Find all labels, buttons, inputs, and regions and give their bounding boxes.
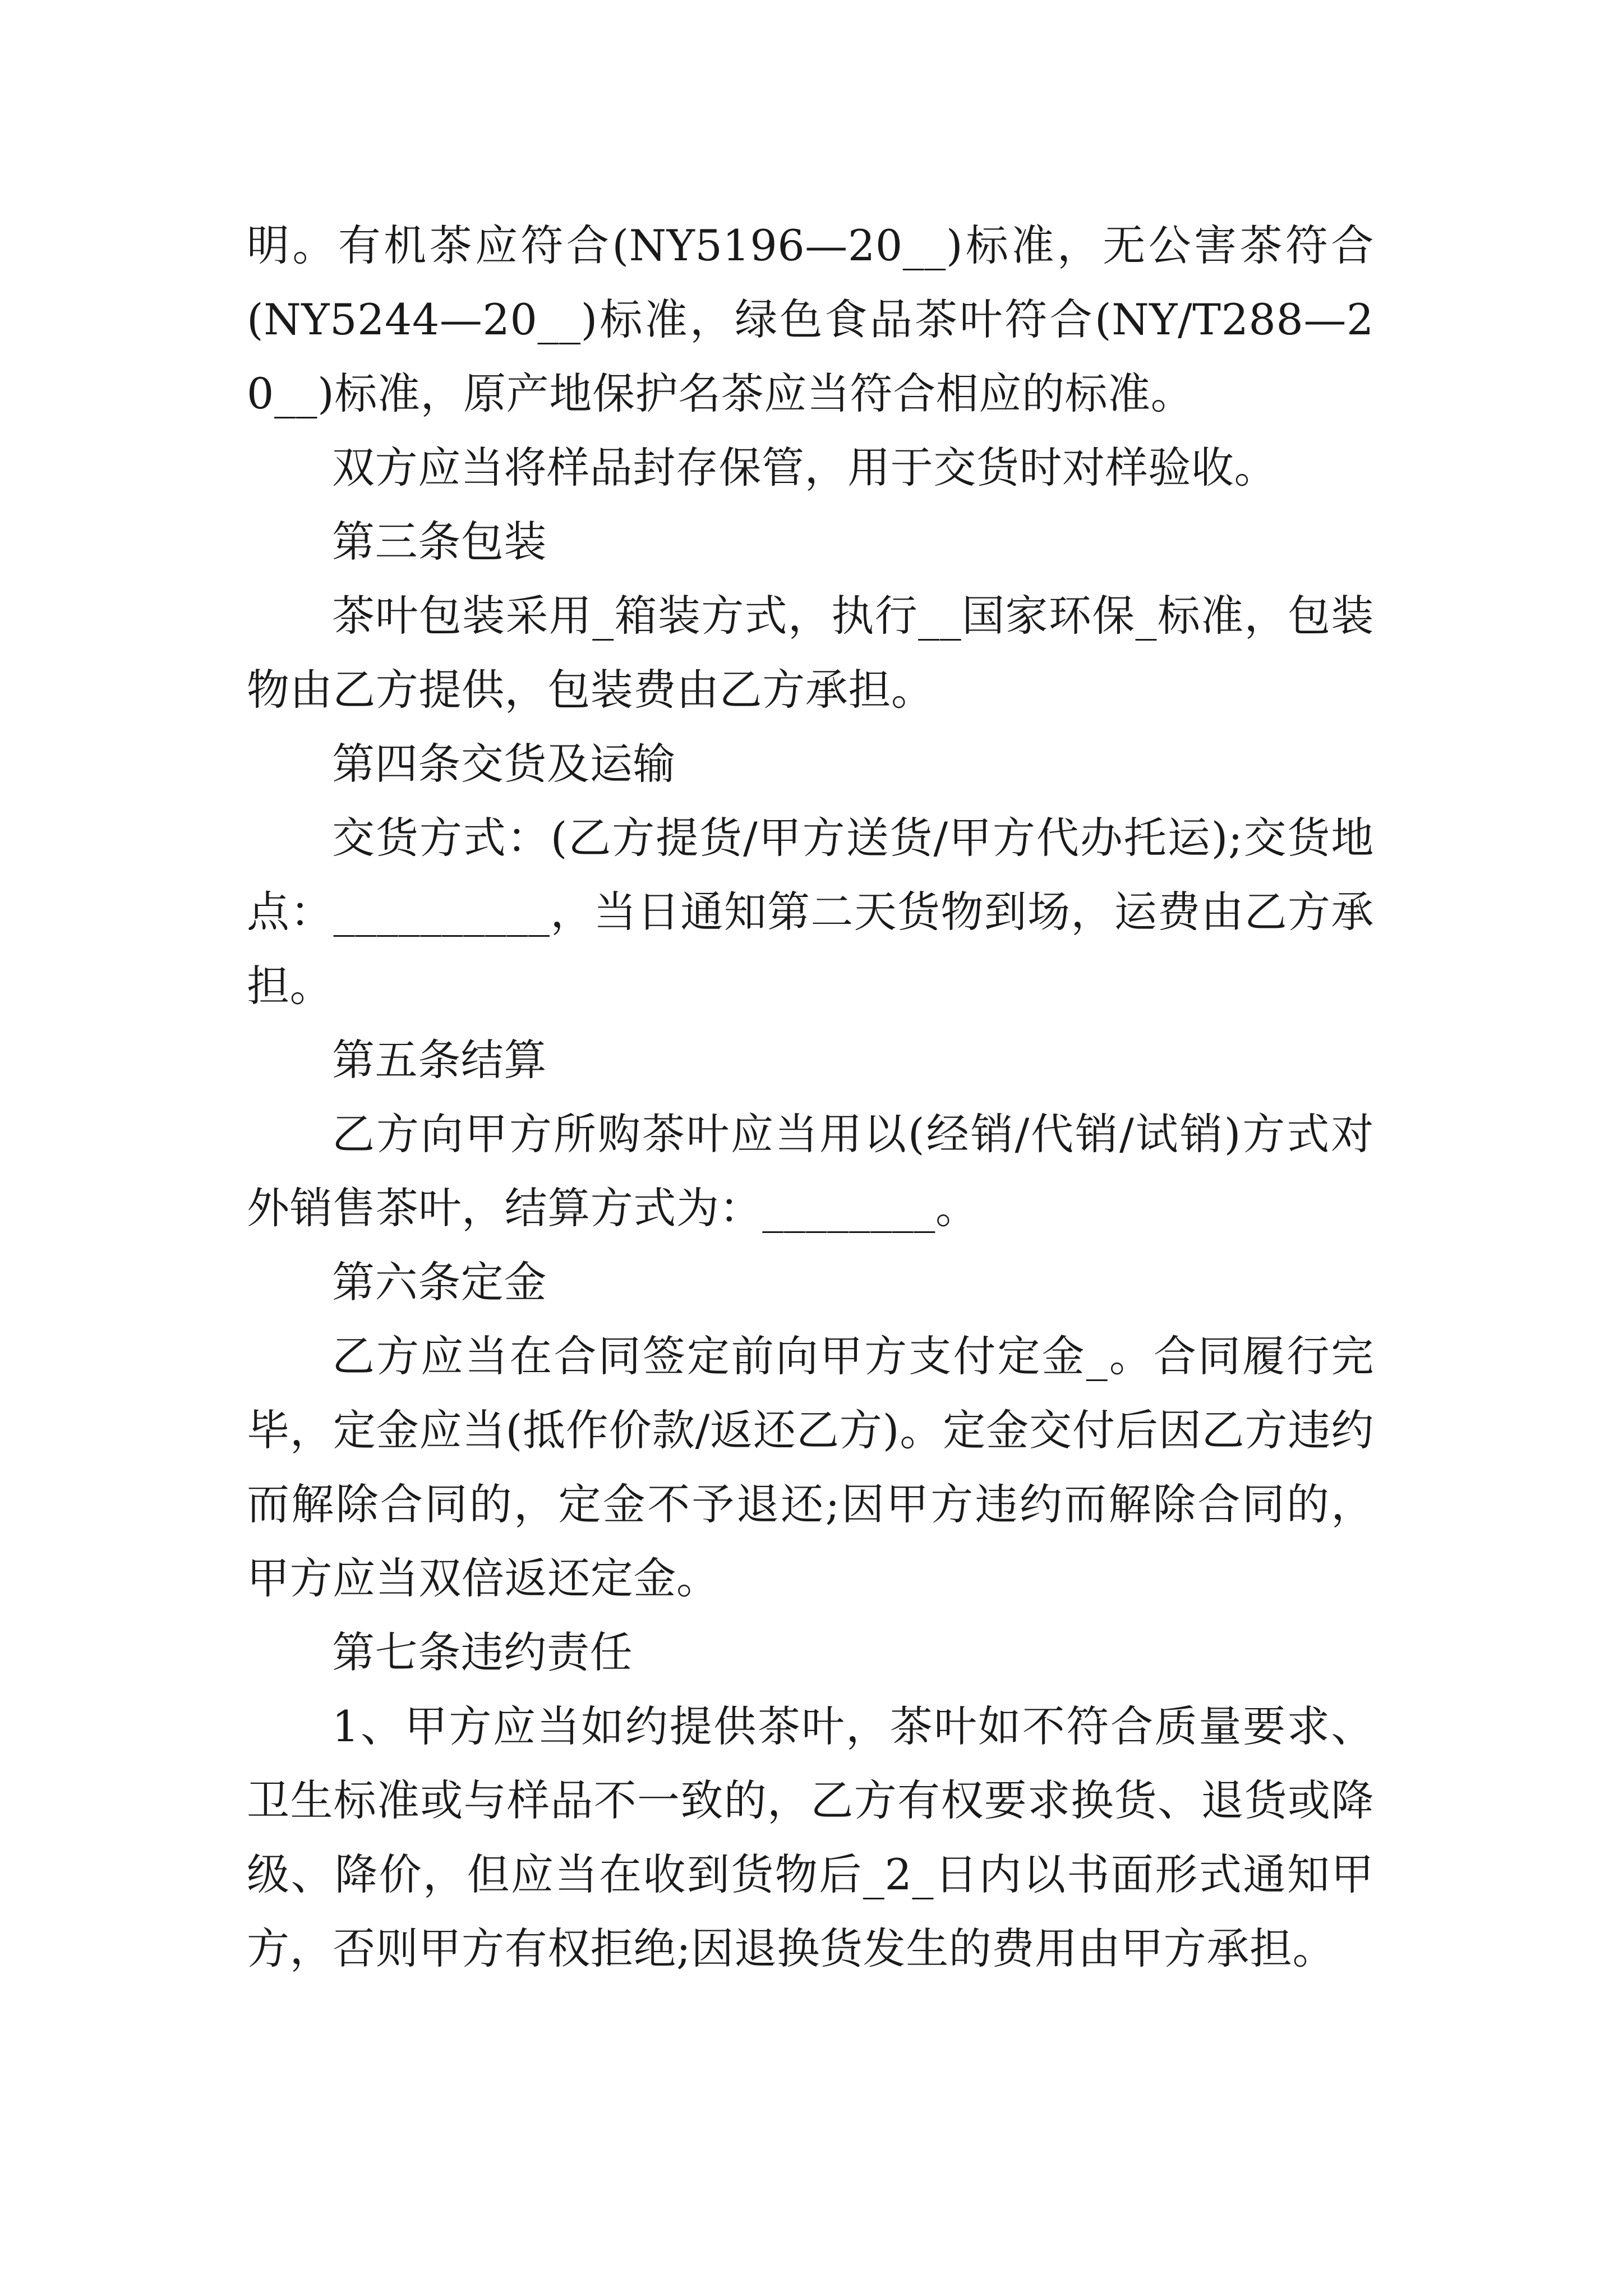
paragraph-standards: 明。有机茶应符合(NY5196—20__)标准，无公害茶符合(NY5244—20__)标准，绿色食品茶叶符合(NY/T288—20__)标准，原产地保护名茶应当符合相应的标准。: [247, 220, 1374, 418]
paragraph-delivery: 交货方式：(乙方提货/甲方送货/甲方代办托运);交货地点：__________，当日通知第二天货物到场，运费由乙方承担。: [247, 813, 1374, 1011]
paragraph-packaging: 茶叶包装采用_箱装方式，执行__国家环保_标准，包装物由乙方提供，包装费由乙方承担。: [247, 591, 1374, 715]
paragraph-samples: 双方应当将样品封存保管，用于交货时对样验收。: [332, 443, 1278, 493]
heading-article-7-liability: 第七条违约责任: [332, 1627, 633, 1677]
paragraph-settlement: 乙方向甲方所购茶叶应当用以(经销/代销/试销)方式对外销售茶叶，结算方式为：________。: [247, 1109, 1374, 1233]
heading-article-5-settlement: 第五条结算: [332, 1035, 547, 1085]
heading-article-6-deposit: 第六条定金: [332, 1257, 547, 1307]
document-body: [247, 209, 1374, 1986]
paragraph-deposit: 乙方应当在合同签定前向甲方支付定金_。合同履行完毕，定金应当(抵作价款/返还乙方)。定金交付后因乙方违约而解除合同的，定金不予退还;因甲方违约而解除合同的，甲方应当双倍返还定金。: [247, 1331, 1374, 1603]
paragraph-liability-1: 1、甲方应当如约提供茶叶，茶叶如不符合质量要求、卫生标准或与样品不一致的，乙方有权要求换货、退货或降级、降价，但应当在收到货物后_2_日内以书面形式通知甲方，否则甲方有权拒绝;因退换货发生的费用由甲方承担。: [247, 1701, 1374, 1973]
heading-article-3-packaging: 第三条包装: [332, 517, 547, 567]
heading-article-4-delivery: 第四条交货及运输: [332, 739, 676, 789]
